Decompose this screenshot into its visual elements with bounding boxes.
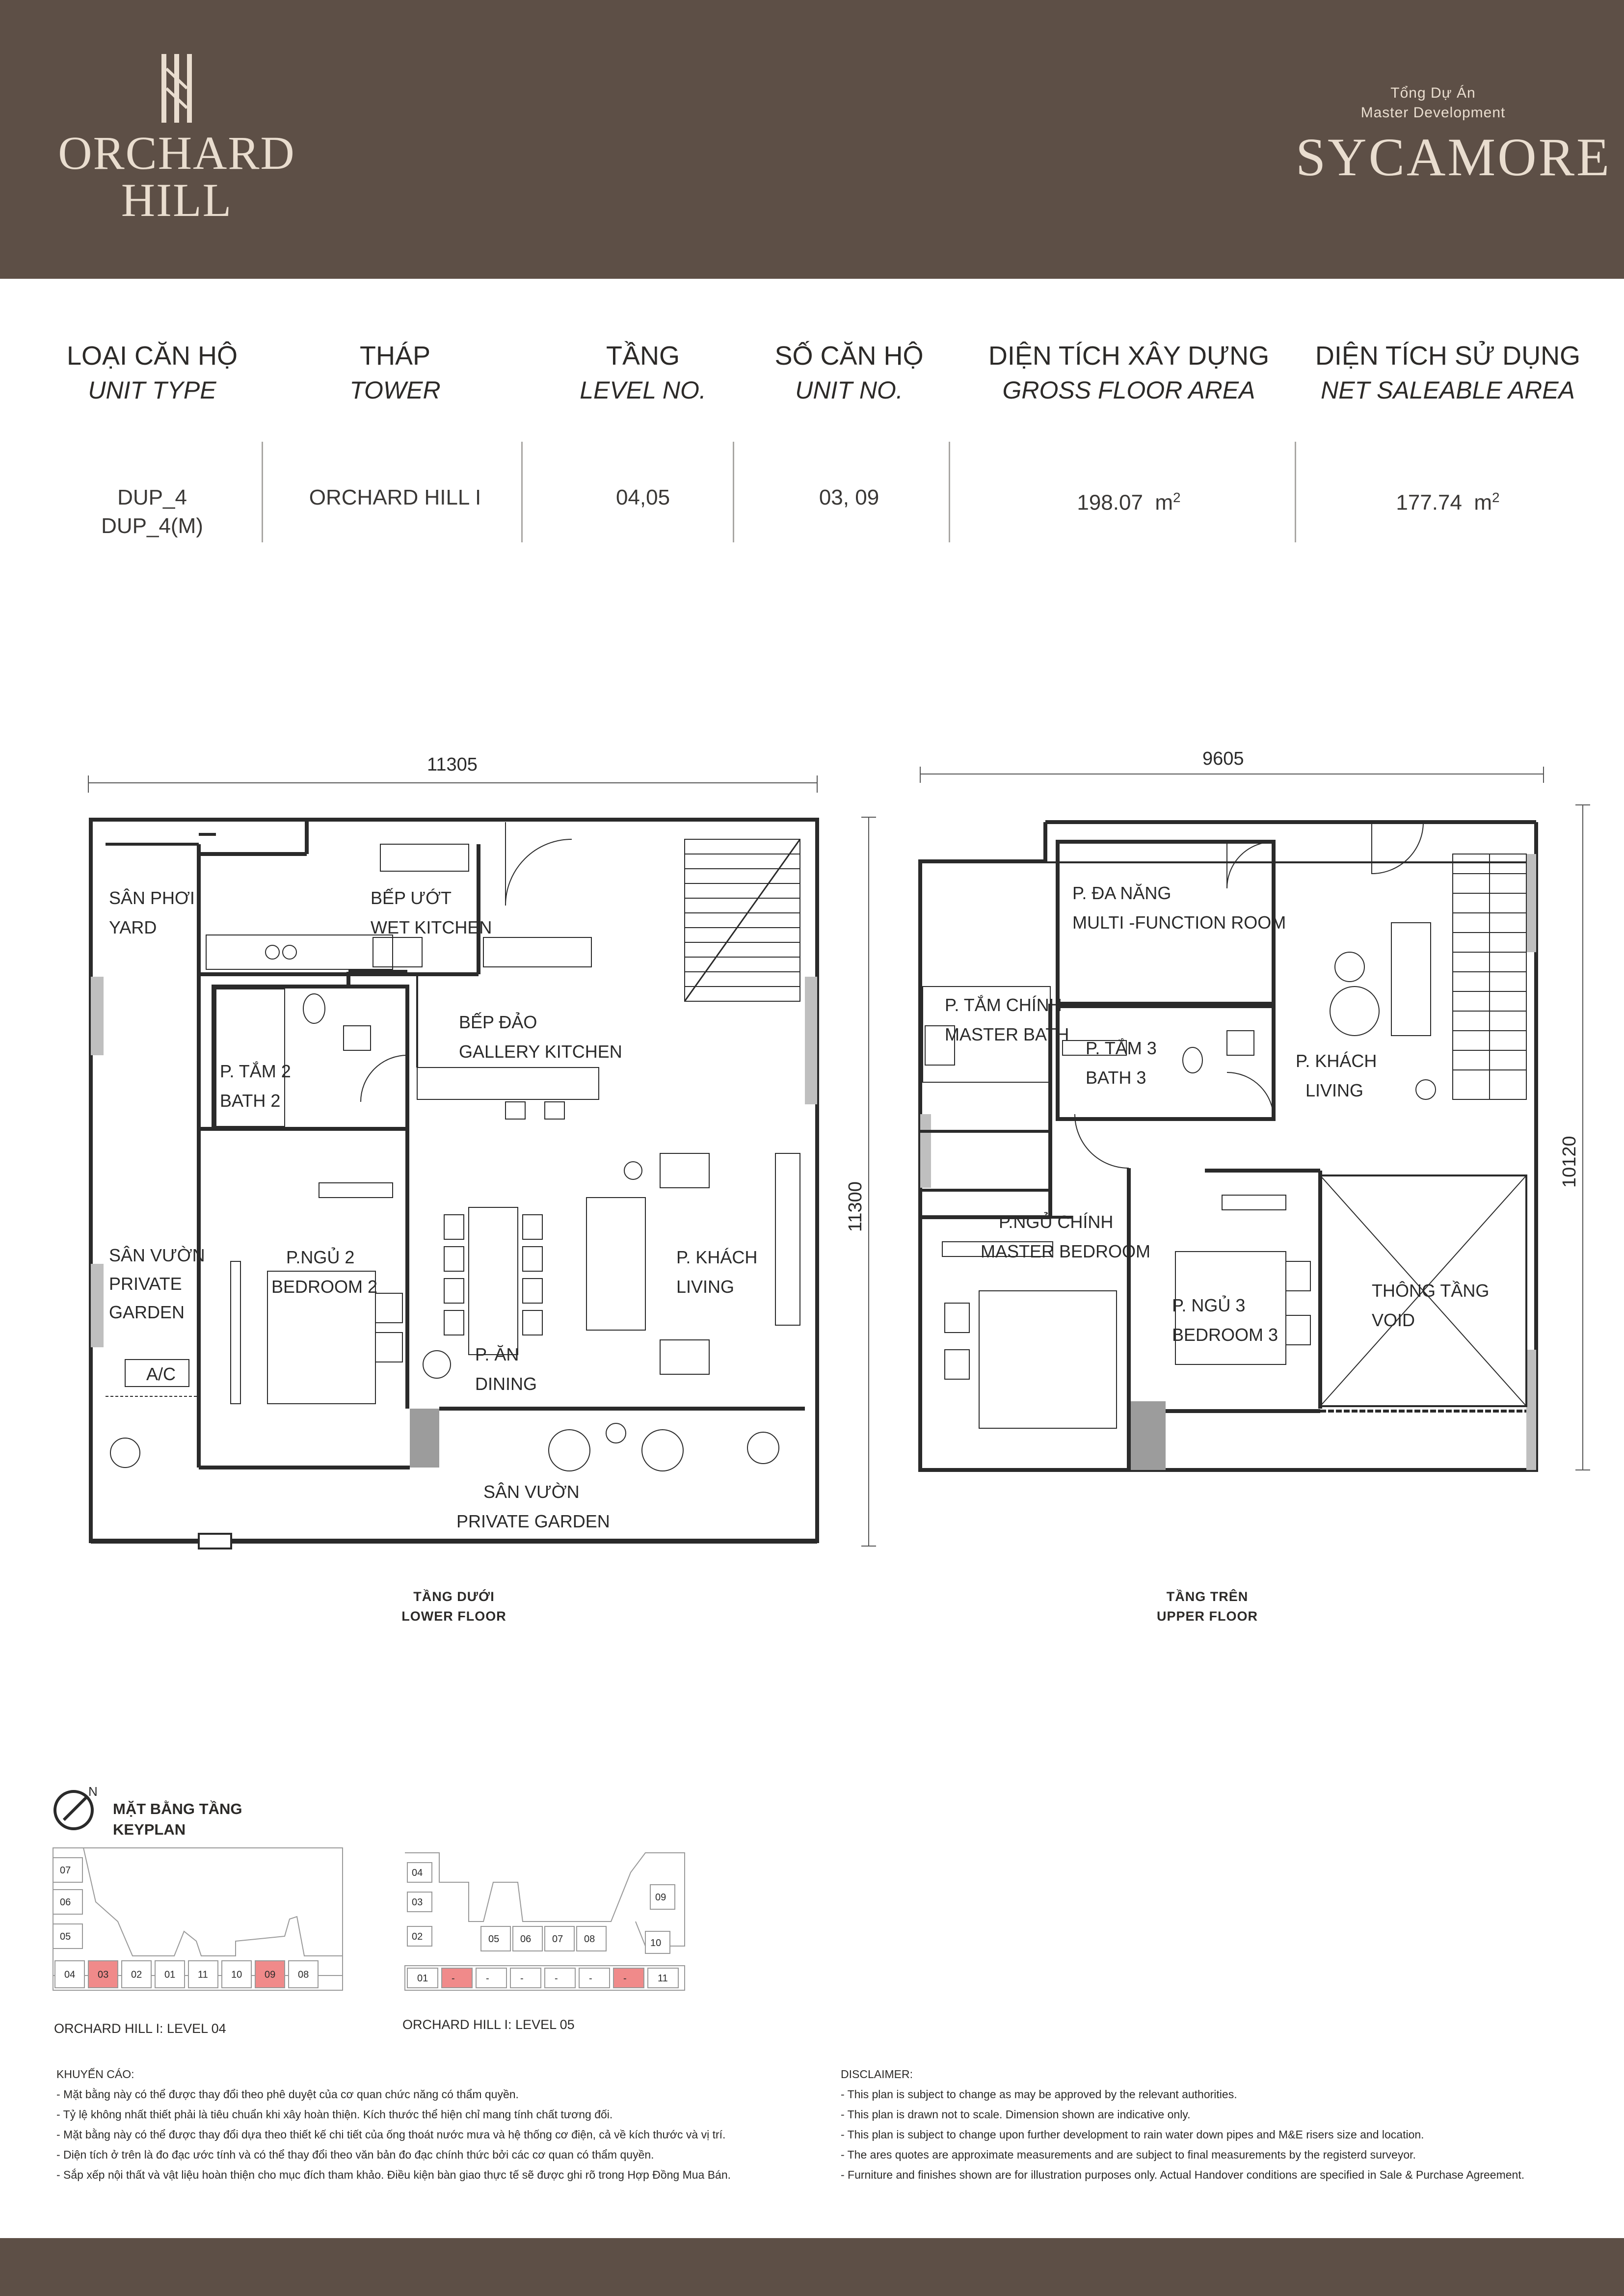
keyplan5-unit-cell	[510, 1968, 541, 1988]
unit-type-header: LOẠI CĂN HỘ UNIT TYPE	[66, 341, 238, 404]
unit-no-value: 03, 09	[819, 485, 879, 509]
disclaimer-line: - The ares quotes are approximate measurements and are subject to final measurements by the registerd surveyor.	[841, 2148, 1416, 2161]
disclaimer-line: - Sắp xếp nội thất và vật liệu hoàn thiện cho mục đích tham khảo. Điều kiện bàn giao thực tế sẽ được ghi rõ trong Hợp Đồng Mua Bán.	[56, 2168, 731, 2181]
upper-outer-wall	[920, 861, 1536, 1470]
lower-width-dimension	[88, 775, 817, 793]
svg-text:VOID: VOID	[1372, 1310, 1415, 1330]
keyplan5-unit: 05	[488, 1934, 500, 1945]
unit-no-header: SỐ CĂN HỘ UNIT NO.	[774, 341, 924, 404]
keyplan5-unit-label: -	[520, 1973, 524, 1984]
svg-text:PRIVATE: PRIVATE	[109, 1274, 182, 1294]
keyplan-level-4-label: ORCHARD HILL I: LEVEL 04	[54, 2021, 226, 2036]
keyplan5-unit: 06	[520, 1934, 532, 1945]
keyplan5-unit-cell	[579, 1968, 610, 1988]
disclaimer-vi-title: KHUYẾN CÁO:	[56, 2068, 134, 2081]
keyplan5-unit-label: -	[555, 1973, 558, 1984]
keyplan5-unit: 10	[650, 1938, 662, 1949]
unit-type-value: DUP_4 DUP_4(M)	[101, 485, 203, 538]
svg-text:MULTI -FUNCTION ROOM: MULTI -FUNCTION ROOM	[1072, 912, 1286, 933]
keyplan-level-4	[49, 1843, 353, 2005]
column	[805, 977, 817, 1104]
upper-room-labels	[945, 883, 1489, 1345]
keyplan4-unit-label: 10	[231, 1969, 242, 1980]
svg-text:BATH 2: BATH 2	[220, 1091, 281, 1111]
sycamore-logo	[1296, 83, 1612, 187]
gross-area-header: DIỆN TÍCH XÂY DỰNG GROSS FLOOR AREA	[988, 341, 1270, 404]
svg-text:LIVING: LIVING	[676, 1277, 735, 1297]
footer-band	[0, 2238, 1624, 2296]
orchard-hill-emblem-icon	[160, 54, 194, 123]
label-void: THÔNG TẦNG	[1372, 1281, 1490, 1301]
lower-floor-plan	[88, 775, 876, 1548]
disclaimer-line: - Furniture and finishes shown are for illustration purposes only. Actual Handover conditions are specified in Sale & Purchase Agreement.	[841, 2168, 1525, 2181]
keyplan-level-5	[400, 1843, 704, 2005]
label-multi-function: P. ĐA NĂNG	[1072, 883, 1171, 903]
column	[1526, 854, 1536, 952]
keyplan5-unit-cell	[442, 1968, 472, 1988]
svg-text:GALLERY KITCHEN: GALLERY KITCHEN	[459, 1041, 622, 1062]
upper-width-value: 9605	[1202, 748, 1244, 769]
svg-text:MASTER BEDROOM: MASTER BEDROOM	[981, 1241, 1151, 1261]
column	[91, 977, 104, 1055]
lower-stair	[685, 839, 800, 1001]
logo-word-2: HILL	[121, 174, 233, 226]
disclaimer-line: - Tỷ lệ không nhất thiết phải là tiêu chuẩn khi xây hoàn thiện. Kích thước thể hiện chỉ mang tính chất tương đối.	[56, 2108, 613, 2121]
floor-plans	[0, 712, 1624, 1644]
label-upper-living: P. KHÁCH	[1296, 1051, 1377, 1071]
sycamore-wordmark: SYCAMORE	[1296, 127, 1612, 187]
svg-text:BEDROOM 3: BEDROOM 3	[1172, 1325, 1278, 1345]
table-divider	[521, 442, 523, 542]
disclaimer-line: - Mặt bằng này có thể được thay đổi dựa theo thiết kế chi tiết của ống thoát nước mưa và hệ thống cơ điện, cả về kích thước và vị trí.	[56, 2128, 726, 2141]
disclaimer-en-title: DISCLAIMER:	[841, 2068, 913, 2081]
tagline-en: Master Development	[1360, 105, 1506, 121]
keyplan4-unit-label: 08	[298, 1969, 309, 1980]
lower-height-value: 11300	[845, 1181, 866, 1232]
label-bedroom-2: P.NGỦ 2	[286, 1247, 355, 1267]
label-ac: A/C	[146, 1364, 176, 1384]
tagline-vi: Tổng Dự Án	[1390, 85, 1476, 101]
svg-text:BATH 3: BATH 3	[1086, 1068, 1146, 1088]
orchard-hill-logo	[54, 54, 299, 224]
keyplan5-unit-label: -	[589, 1973, 592, 1984]
keyplan4-unit-label: 04	[64, 1969, 76, 1980]
svg-text:LIVING: LIVING	[1305, 1080, 1364, 1100]
svg-text:DINING: DINING	[475, 1374, 537, 1394]
column	[91, 1264, 104, 1347]
keyplan5-unit: 02	[412, 1931, 423, 1942]
label-bottom-garden: SÂN VƯỜN	[483, 1482, 580, 1502]
keyplan4-unit-label: 01	[164, 1969, 176, 1980]
svg-text:YARD: YARD	[109, 917, 157, 937]
label-bath-3: P. TẮM 3	[1086, 1038, 1157, 1058]
logo-word-1: ORCHARD	[58, 127, 295, 179]
keyplan5-unit-label: 01	[417, 1973, 428, 1984]
net-area-value: 177.74 $m^2$	[1396, 490, 1500, 515]
disclaimer-vi	[56, 2064, 731, 2185]
svg-text:MASTER BATH: MASTER BATH	[945, 1024, 1069, 1044]
keyplan5-unit: 08	[584, 1934, 595, 1945]
keyplan4-unit-label: 09	[265, 1969, 276, 1980]
level-value: 04,05	[615, 485, 670, 509]
label-wet-kitchen: BẾP ƯỚT	[371, 888, 452, 908]
svg-text:WET KITCHEN: WET KITCHEN	[371, 917, 492, 937]
upper-floor-caption: TẦNG TRÊN UPPER FLOOR	[1156, 1589, 1258, 1624]
disclaimer-line: - This plan is subject to change upon further development to rain water down pipes and M&E risers size and location.	[841, 2128, 1424, 2141]
keyplan-level-5-label: ORCHARD HILL I: LEVEL 05	[402, 2017, 575, 2032]
keyplan4-unit-label: 02	[131, 1969, 142, 1980]
label-bath-2: P. TẮM 2	[220, 1061, 291, 1081]
column	[1526, 1350, 1536, 1470]
svg-text:N: N	[88, 1784, 98, 1799]
label-master-bath: P. TẮM CHÍNH	[945, 995, 1062, 1015]
label-living: P. KHÁCH	[676, 1247, 758, 1267]
svg-text:BEDROOM 2: BEDROOM 2	[271, 1277, 378, 1297]
tower-header: THÁP TOWER	[349, 341, 441, 404]
keyplan5-unit-label: 11	[658, 1973, 668, 1984]
keyplan5-unit-label: -	[486, 1973, 489, 1984]
keyplan5-unit-cell	[545, 1968, 575, 1988]
upper-floor-plan	[920, 767, 1590, 1470]
disclaimer-line: - This plan is drawn not to scale. Dimension shown are indicative only.	[841, 2108, 1191, 2121]
label-side-garden: SÂN VƯỜN	[109, 1245, 205, 1265]
label-yard: SÂN PHƠI	[109, 888, 195, 908]
keyplan4-unit-label: 03	[98, 1969, 109, 1980]
svg-text:GARDEN: GARDEN	[109, 1302, 185, 1322]
keyplan4-unit: 05	[60, 1931, 71, 1942]
header-band	[0, 0, 1624, 279]
keyplan5-unit: 03	[412, 1897, 423, 1908]
north-arrow-icon	[49, 1779, 103, 1833]
level-header: TẦNG LEVEL NO.	[580, 341, 706, 404]
column	[920, 1114, 931, 1188]
keyplan-title: MẶT BẰNG TẦNG KEYPLAN	[113, 1800, 242, 1838]
label-bedroom-3: P. NGỦ 3	[1172, 1295, 1246, 1315]
keyplan4-unit: 07	[60, 1865, 71, 1876]
keyplan5-unit: 09	[655, 1892, 666, 1903]
gross-area-value: 198.07 $m^2$	[1077, 490, 1181, 515]
upper-height-value: 10120	[1559, 1136, 1580, 1188]
net-area-header: DIỆN TÍCH SỬ DỤNG NET SALEABLE AREA	[1315, 341, 1581, 404]
upper-stair	[1453, 854, 1526, 1099]
disclaimer-line: - Diện tích ở trên là đo đạc ước tính và có thể thay đổi theo văn bản đo đạc chính thức bởi các cơ quan có thẩm quyền.	[56, 2148, 654, 2161]
label-dining: P. ĂN	[475, 1344, 519, 1364]
lower-width-value: 11305	[427, 754, 478, 775]
column	[1129, 1401, 1166, 1470]
keyplan5-unit-label: -	[452, 1973, 455, 1984]
keyplan5-unit: 04	[412, 1868, 423, 1878]
disclaimer-line: - This plan is subject to change as may be approved by the relevant authorities.	[841, 2088, 1237, 2101]
disclaimer-line: - Mặt bằng này có thể được thay đổi theo phê duyệt của cơ quan chức năng có thẩm quyền.	[56, 2088, 519, 2101]
tower-value: ORCHARD HILL I	[309, 485, 481, 509]
lower-floor-caption: TẦNG DƯỚI LOWER FLOOR	[401, 1589, 506, 1624]
keyplan5-unit-label: -	[623, 1973, 627, 1984]
disclaimer-en	[841, 2064, 1524, 2185]
keyplan4-unit-label: 11	[198, 1969, 208, 1980]
label-gallery-kitchen: BẾP ĐẢO	[459, 1012, 537, 1032]
keyplan5-unit-cell	[613, 1968, 644, 1988]
svg-text:PRIVATE GARDEN: PRIVATE GARDEN	[456, 1511, 610, 1531]
label-master-bedroom: P.NGỦ CHÍNH	[999, 1212, 1114, 1232]
column	[410, 1409, 439, 1468]
keyplan5-unit: 07	[552, 1934, 563, 1945]
keyplan4-unit: 06	[60, 1897, 71, 1908]
keyplan5-unit-cell	[476, 1968, 506, 1988]
